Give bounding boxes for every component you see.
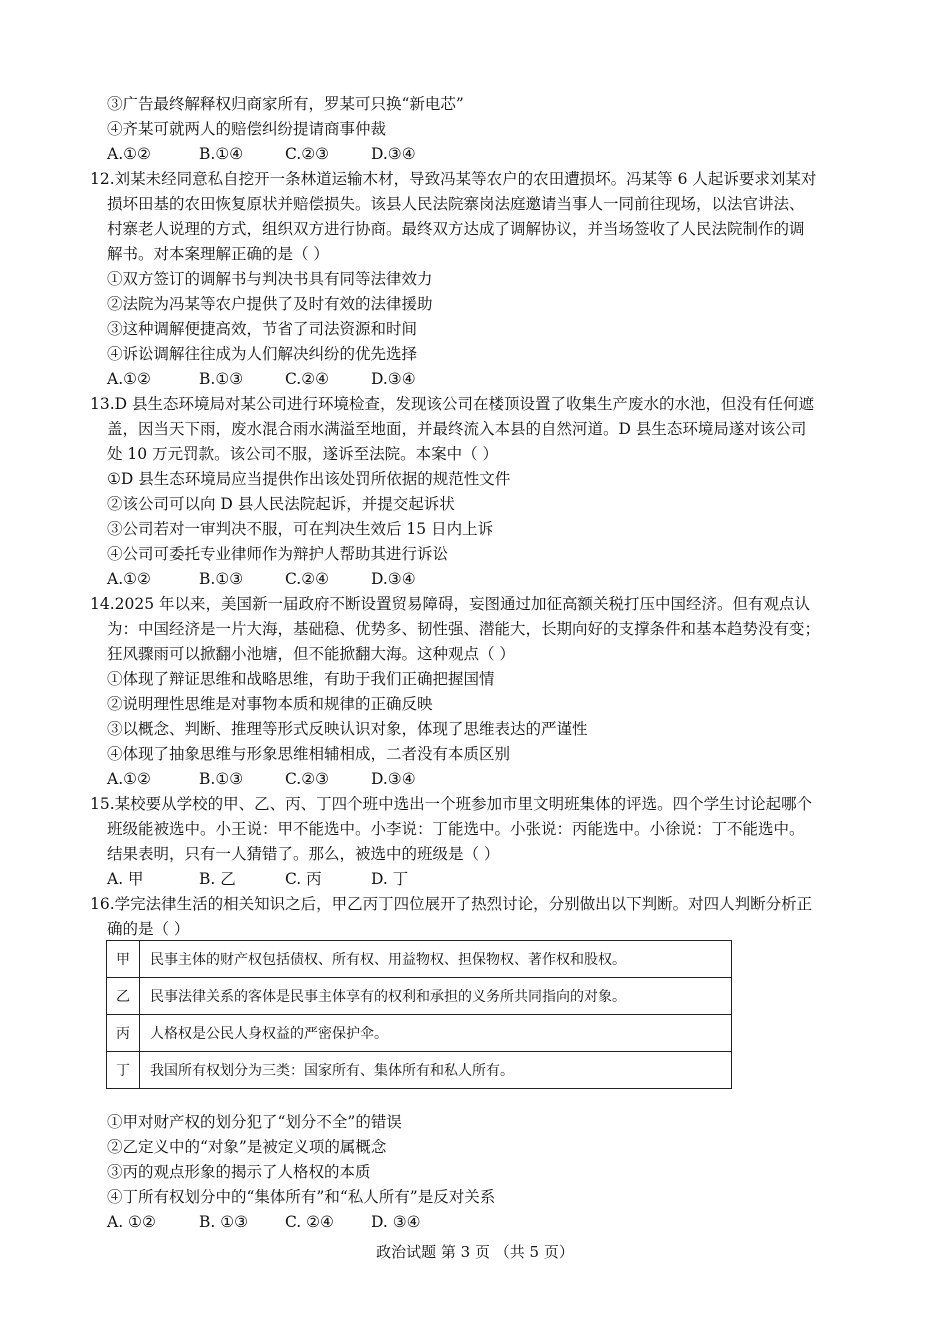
choice-a: A.①② bbox=[107, 770, 151, 788]
answer-choices bbox=[107, 1212, 421, 1232]
choice-c: C.②④ bbox=[285, 370, 330, 388]
question-stem: 14.2025 年以来，美国新一届政府不断设置贸易障碍，妄图通过加征高额关税打压中国经济。但有观点认 bbox=[90, 595, 811, 613]
choice-b: B.①③ bbox=[199, 770, 244, 788]
choice-a: A. ①② bbox=[107, 1213, 156, 1231]
question-stem: 处 10 万元罚款。该公司不服，遂诉至法院。本案中（ ） bbox=[107, 445, 499, 463]
page-footer: 政治试题 第 3 页 （共 5 页） bbox=[376, 1243, 574, 1261]
speaker-cell: 丙 bbox=[107, 1015, 140, 1052]
option-statement: ④公司可委托专业律师作为辩护人帮助其进行诉讼 bbox=[107, 545, 449, 563]
table-row bbox=[107, 978, 732, 1015]
choice-a: A.①② bbox=[107, 370, 151, 388]
option-statement: ①D 县生态环境局应当提供作出该处罚所依据的规范性文件 bbox=[107, 470, 511, 488]
statement-cell: 民事主体的财产权包括债权、所有权、用益物权、担保物权、著作权和股权。 bbox=[140, 941, 732, 978]
table-row bbox=[107, 941, 732, 978]
choice-c: C. ②④ bbox=[285, 1213, 334, 1231]
choice-d: D.③④ bbox=[371, 770, 416, 788]
option-statement: ③公司若对一审判决不服，可在判决生效后 15 日内上诉 bbox=[107, 520, 494, 538]
question-stem: 15.某校要从学校的甲、乙、丙、丁四个班中选出一个班参加市里文明班集体的评选。四个学生讨论起哪个 bbox=[90, 795, 813, 813]
option-statement: ④诉讼调解往往成为人们解决纠纷的优先选择 bbox=[107, 345, 418, 363]
question-stem: 12.刘某未经同意私自挖开一条林道运输木材，导致冯某等农户的农田遭损坏。冯某等 6 人起诉要求刘某对 bbox=[90, 170, 817, 188]
choice-c: C.②③ bbox=[285, 770, 330, 788]
statement-cell: 民事法律关系的客体是民事主体享有的权利和承担的义务所共同指向的对象。 bbox=[140, 978, 732, 1015]
choice-a: A.①② bbox=[107, 570, 151, 588]
choice-b: B.①④ bbox=[199, 145, 244, 163]
statement-cell: 人格权是公民人身权益的严密保护伞。 bbox=[140, 1015, 732, 1052]
option-statement: ②说明理性思维是对事物本质和规律的正确反映 bbox=[107, 695, 433, 713]
question-stem: 损坏田基的农田恢复原状并赔偿损失。该县人民法院寨岗法庭邀请当事人一同前往现场，以法官讲法、 bbox=[107, 195, 805, 213]
question-stem: 狂风骤雨可以掀翻小池塘，但不能掀翻大海。这种观点（ ） bbox=[107, 645, 515, 663]
choice-a: A. 甲 bbox=[107, 870, 144, 888]
statement-cell: 我国所有权划分为三类：国家所有、集体所有和私人所有。 bbox=[140, 1052, 732, 1089]
speaker-cell: 乙 bbox=[107, 978, 140, 1015]
option-statement: ②乙定义中的“对象”是被定义项的属概念 bbox=[107, 1138, 387, 1156]
choice-c: C.②③ bbox=[285, 145, 330, 163]
choice-c: C.②④ bbox=[285, 570, 330, 588]
option-statement: ②法院为冯某等农户提供了及时有效的法律援助 bbox=[107, 295, 433, 313]
speaker-cell: 丁 bbox=[107, 1052, 140, 1089]
choice-d: D.③④ bbox=[371, 370, 416, 388]
option-statement: ③广告最终解释权归商家所有，罗某可只换“新电芯” bbox=[107, 95, 464, 113]
question-stem: 为：中国经济是一片大海，基础稳、优势多、韧性强、潜能大，长期向好的支撑条件和基本趋势没有变； bbox=[107, 620, 821, 638]
answer-choices bbox=[107, 144, 416, 164]
question-stem: 确的是（ ） bbox=[107, 920, 190, 938]
question-stem: 解书。对本案理解正确的是（ ） bbox=[107, 245, 329, 263]
option-statement: ③丙的观点形象的揭示了人格权的本质 bbox=[107, 1163, 371, 1181]
option-statement: ③以概念、判断、推理等形式反映认识对象，体现了思维表达的严谨性 bbox=[107, 720, 588, 738]
answer-choices bbox=[107, 869, 408, 889]
choice-a: A.①② bbox=[107, 145, 151, 163]
choice-c: C. 丙 bbox=[285, 870, 322, 888]
answer-choices bbox=[107, 369, 416, 389]
judgment-table bbox=[106, 940, 732, 1089]
choice-d: D.③④ bbox=[371, 145, 416, 163]
choice-b: B. 乙 bbox=[199, 870, 236, 888]
question-stem: 盖，因当天下雨，废水混合雨水满溢至地面，并最终流入本县的自然河道。D 县生态环境局遂对该公司 bbox=[107, 420, 807, 438]
option-statement: ③这种调解便捷高效，节省了司法资源和时间 bbox=[107, 320, 418, 338]
option-statement: ①体现了辩证思维和战略思维，有助于我们正确把握国情 bbox=[107, 670, 495, 688]
question-stem: 班级能被选中。小王说：甲不能选中。小李说：丁能选中。小张说：丙能选中。小徐说：丁不能选中。 bbox=[107, 820, 805, 838]
option-statement: ①双方签订的调解书与判决书具有同等法律效力 bbox=[107, 270, 433, 288]
question-stem: 村寨老人说理的方式，组织双方进行协商。最终双方达成了调解协议，并当场签收了人民法院制作的调 bbox=[107, 220, 805, 238]
choice-b: B. ①③ bbox=[199, 1213, 249, 1231]
option-statement: ②该公司可以向 D 县人民法院起诉，并提交起诉状 bbox=[107, 495, 455, 513]
table-row bbox=[107, 1052, 732, 1089]
choice-d: D.③④ bbox=[371, 570, 416, 588]
choice-b: B.①③ bbox=[199, 370, 244, 388]
option-statement: ④丁所有权划分中的“集体所有”和“私人所有”是反对关系 bbox=[107, 1188, 496, 1206]
speaker-cell: 甲 bbox=[107, 941, 140, 978]
question-stem: 13.D 县生态环境局对某公司进行环境检查，发现该公司在楼顶设置了收集生产废水的水池，但没有任何遮 bbox=[90, 395, 815, 413]
question-stem: 结果表明，只有一人猜错了。那么，被选中的班级是（ ） bbox=[107, 845, 500, 863]
choice-d: D. ③④ bbox=[371, 1213, 421, 1231]
choice-b: B.①③ bbox=[199, 570, 244, 588]
table-row bbox=[107, 1015, 732, 1052]
option-statement: ④体现了抽象思维与形象思维相辅相成，二者没有本质区别 bbox=[107, 745, 511, 763]
answer-choices bbox=[107, 569, 416, 589]
option-statement: ④齐某可就两人的赔偿纠纷提请商事仲裁 bbox=[107, 120, 387, 138]
question-stem: 16.学完法律生活的相关知识之后，甲乙丙丁四位展开了热烈讨论，分别做出以下判断。对四人判断分析正 bbox=[90, 895, 813, 913]
answer-choices bbox=[107, 769, 416, 789]
option-statement: ①甲对财产权的划分犯了“划分不全”的错误 bbox=[107, 1113, 402, 1131]
choice-d: D. 丁 bbox=[371, 870, 409, 888]
